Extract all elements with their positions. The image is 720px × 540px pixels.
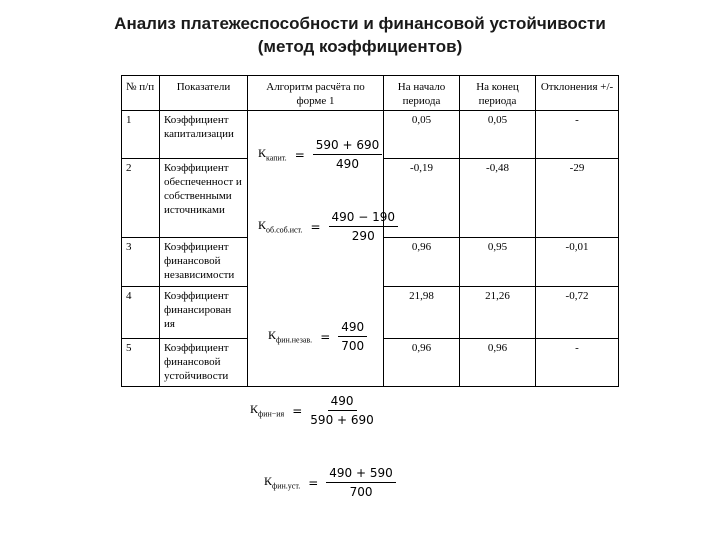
denominator: 490 (336, 157, 359, 171)
fraction (329, 210, 399, 243)
row-end: 0,96 (460, 339, 536, 387)
table-row (122, 287, 619, 339)
row-start: 21,98 (384, 287, 460, 339)
equals-sign: = (310, 219, 321, 234)
fraction (310, 394, 374, 427)
row-deviation: - (536, 111, 619, 159)
row-deviation: -0,72 (536, 287, 619, 339)
numerator: 490 (328, 394, 357, 411)
numerator: 490 − 190 (329, 210, 399, 227)
equals-sign: = (292, 403, 303, 418)
formula-symbol: $К_{об.соб.ист.}$ (258, 218, 303, 235)
row-num: 4 (122, 287, 160, 339)
row-start: -0,19 (384, 159, 460, 238)
row-num: 5 (122, 339, 160, 387)
row-indicator: Коэффициент финансовой устойчивости (160, 339, 248, 387)
row-end: 0,05 (460, 111, 536, 159)
title-line-1: Анализ платежеспособности и финансовой устойчивости (114, 14, 606, 33)
row-num: 3 (122, 238, 160, 287)
numerator: 490 (338, 320, 367, 337)
header-start: На начало периода (384, 76, 460, 111)
row-start: 0,96 (384, 238, 460, 287)
row-start: 0,96 (384, 339, 460, 387)
row-deviation: -29 (536, 159, 619, 238)
table-row (122, 339, 619, 387)
fraction (326, 466, 396, 499)
row-end: 21,26 (460, 287, 536, 339)
numerator: 490 + 590 (326, 466, 396, 483)
header-num: № п/п (122, 76, 160, 111)
header-deviation: Отклонения +/- (536, 76, 619, 111)
fraction (313, 138, 383, 171)
table-header-row (122, 76, 619, 111)
equals-sign: = (294, 147, 305, 162)
formula-capitalization (258, 138, 382, 171)
formula-financial-stability (264, 466, 396, 499)
row-deviation: -0,01 (536, 238, 619, 287)
page-title (40, 12, 680, 58)
numerator: 590 + 690 (313, 138, 383, 155)
formula-symbol: $К_{фин.незав.}$ (268, 328, 313, 345)
denominator: 700 (341, 339, 365, 353)
row-indicator: Коэффициент капитализации (160, 111, 248, 159)
fraction (338, 320, 367, 353)
row-deviation: - (536, 339, 619, 387)
equals-sign: = (320, 329, 331, 344)
header-end: На конец периода (460, 76, 536, 111)
formula-financing (250, 394, 374, 427)
row-indicator: Коэффициент финансирован ия (160, 287, 248, 339)
denominator: 290 (351, 229, 375, 243)
row-start: 0,05 (384, 111, 460, 159)
row-indicator: Коэффициент обеспеченност и собственными источниками (160, 159, 248, 238)
table-row (122, 238, 619, 287)
header-algorithm: Алгоритм расчёта по форме 1 (248, 76, 384, 111)
row-end: -0,48 (460, 159, 536, 238)
header-indicator: Показатели (160, 76, 248, 111)
denominator: 590 + 690 (310, 413, 374, 427)
denominator: 700 (349, 485, 373, 499)
row-algorithm (248, 238, 384, 287)
equals-sign: = (308, 475, 319, 490)
formula-symbol: $К_{капит.}$ (258, 146, 287, 163)
formula-symbol: $К_{фин-ия}$ (250, 402, 285, 419)
row-num: 2 (122, 159, 160, 238)
formula-financial-independence (268, 320, 367, 353)
row-num: 1 (122, 111, 160, 159)
row-end: 0,95 (460, 238, 536, 287)
formula-own-sources (258, 210, 398, 243)
title-line-2: (метод коэффициентов) (257, 37, 463, 56)
row-indicator: Коэффициент финансовой независимости (160, 238, 248, 287)
formula-symbol: $К_{фин.уст.}$ (264, 474, 301, 491)
